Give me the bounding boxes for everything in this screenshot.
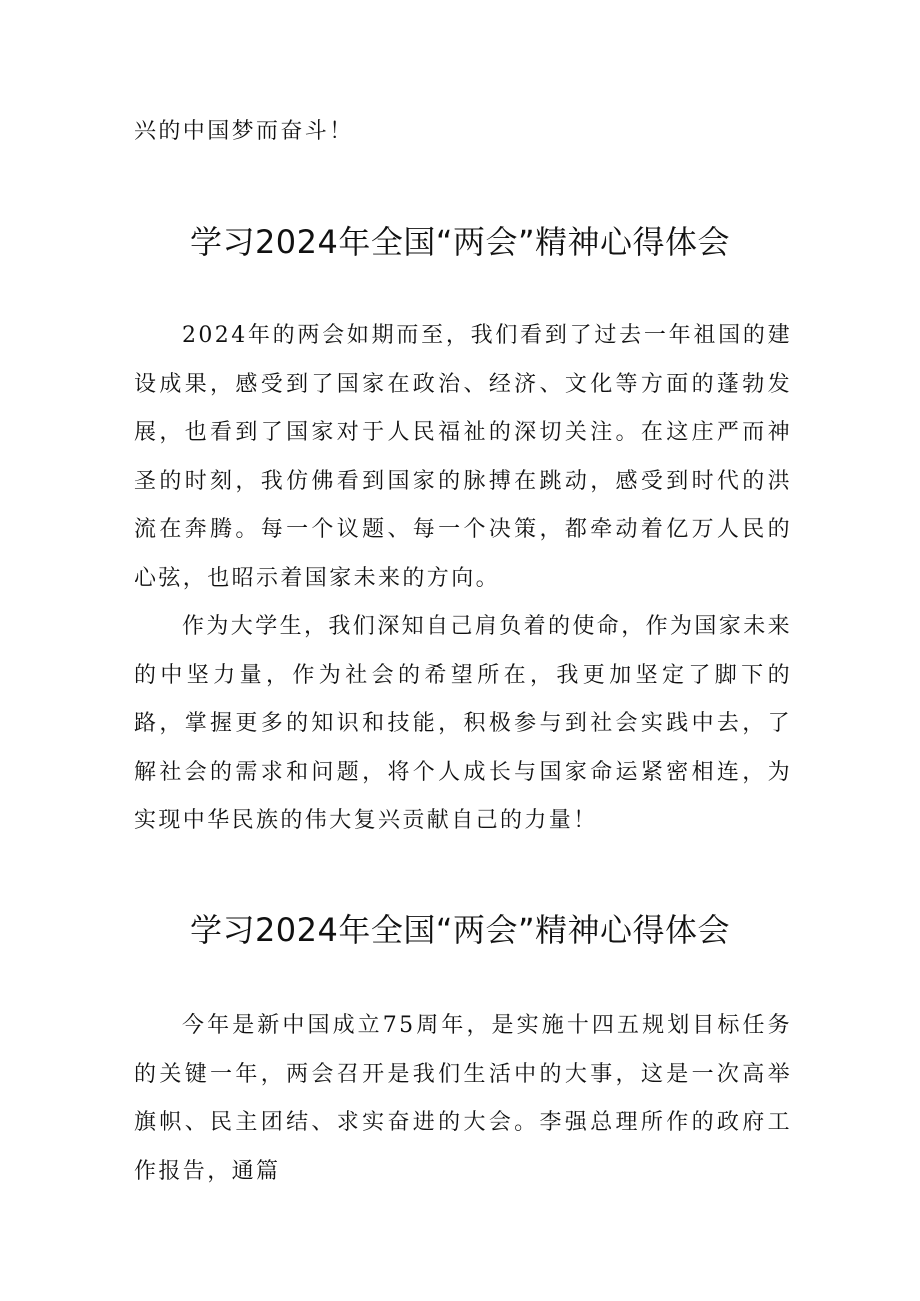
paragraph: 作为大学生，我们深知自己肩负着的使命，作为国家未来的中坚力量，作为社会的希望所在，我更加坚定了脚下的路，掌握更多的知识和技能，积极参与到社会实践中去，了解社会的需求和问题，将个人成长与国家命运紧密相连，为实现中华民族的伟大复兴贡献自己的力量！ bbox=[134, 614, 793, 833]
paragraph: 2024年的两会如期而至，我们看到了过去一年祖国的建设成果，感受到了国家在政治、经济、文化等方面的蓬勃发展，也看到了国家对于人民福祉的深切关注。在这庄严而神圣的时刻，我仿佛看到国家的脉搏在跳动，感受到时代的洪流在奔腾。每一个议题、每一个决策，都牵动着亿万人民的心弦，也昭示着国家未来的方向。 bbox=[134, 323, 792, 591]
paragraph: 今年是新中国成立75周年，是实施十四五规划目标任务的关键一年，两会召开是我们生活中的大事，这是一次高举旗帜、民主团结、求实奋进的大会。李强总理所作的政府工作报告，通篇 bbox=[134, 1013, 792, 1184]
section-title: 学习2024年全国“两会”精神心得体会 bbox=[189, 911, 731, 949]
section-body bbox=[134, 312, 792, 846]
section-body bbox=[134, 1002, 792, 1196]
section-title: 学习2024年全国“两会”精神心得体会 bbox=[189, 223, 731, 261]
continuation-line: 兴的中国梦而奋斗！ bbox=[134, 119, 354, 144]
